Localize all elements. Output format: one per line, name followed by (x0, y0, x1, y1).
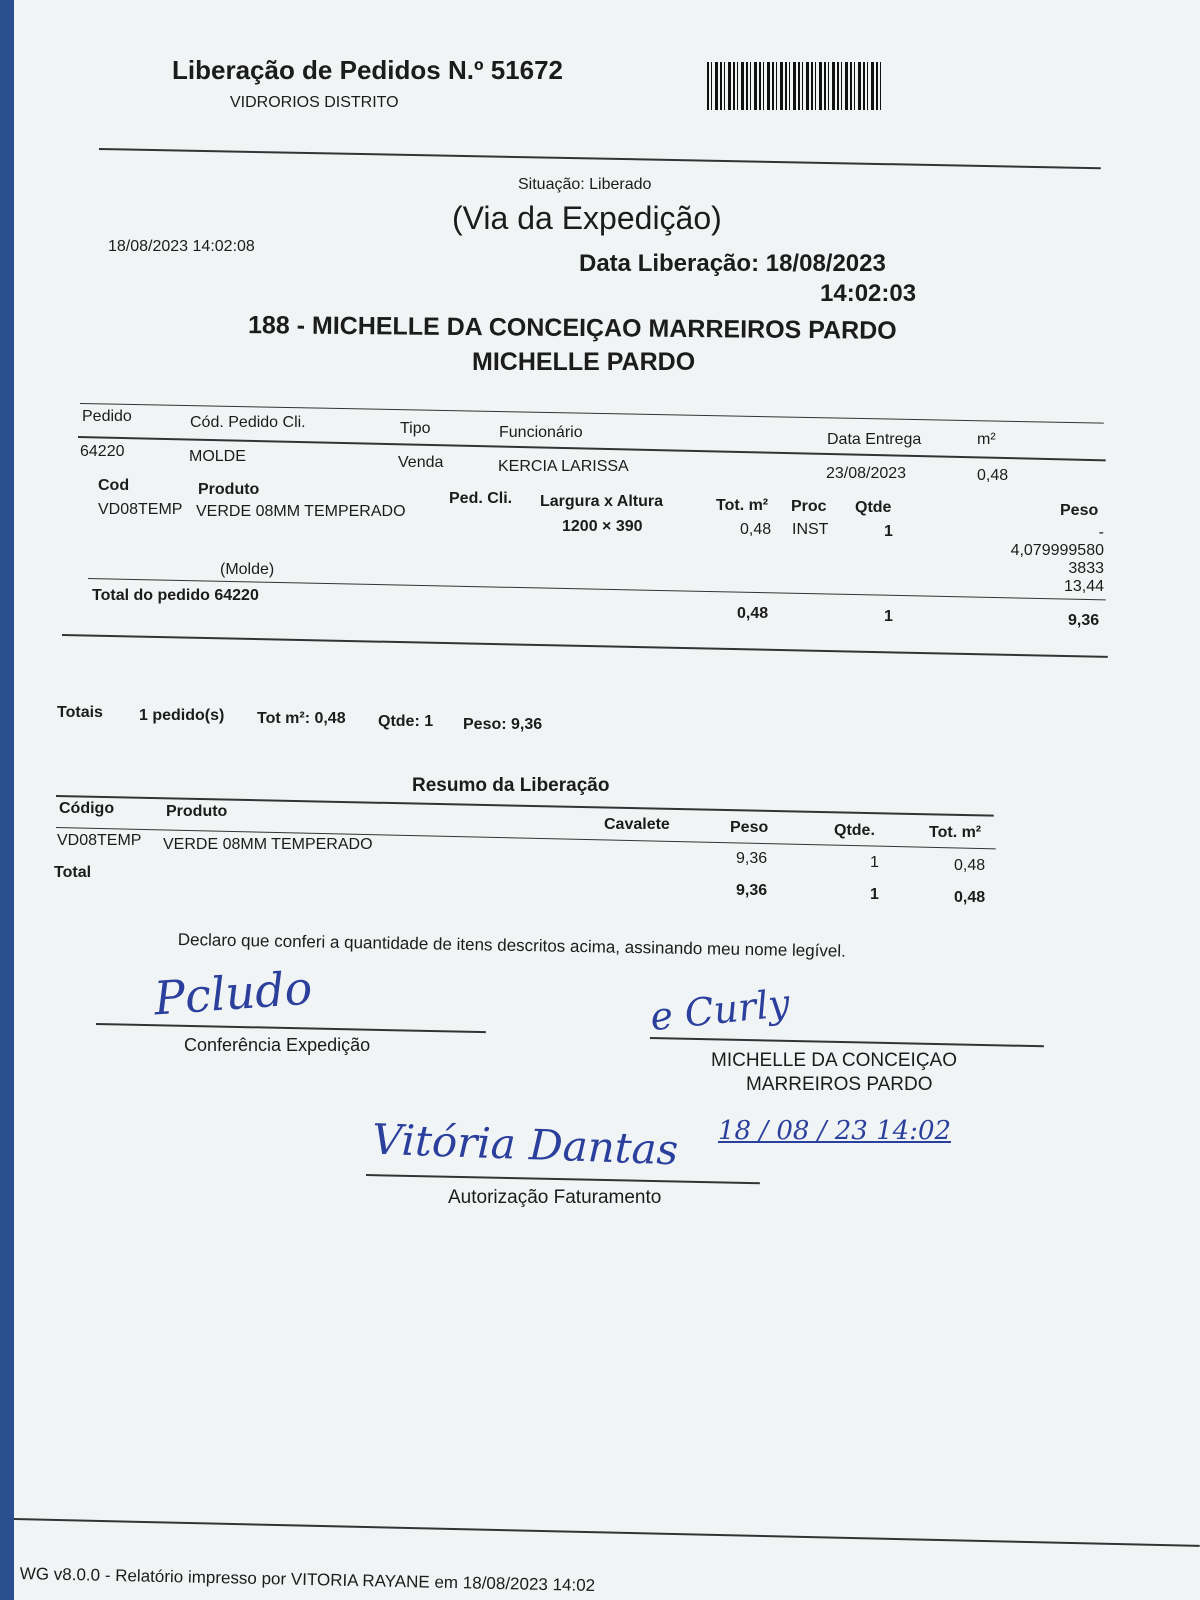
summary-col-codigo: Código (59, 800, 115, 817)
company-name: VIDRORIOS DISTRITO (230, 94, 399, 111)
totals-label: Totais (57, 704, 103, 721)
release-time: 14:02:03 (820, 280, 917, 307)
totals-orders: 1 pedido(s) (139, 707, 225, 724)
signature-conferencia: Pcludo (152, 960, 314, 1026)
order-m2: 0,48 (977, 467, 1009, 484)
document-title: Liberação de Pedidos N.º 51672 (172, 55, 563, 85)
signature-line (366, 1174, 760, 1184)
document-page (14, 0, 1200, 1600)
item-tot-m2: 0,48 (740, 521, 772, 538)
signature-line (96, 1023, 486, 1033)
summary-col-qtde: Qtde. (834, 822, 875, 839)
order-total-label: Total do pedido 64220 (92, 587, 259, 604)
order-total-qtde: 1 (884, 608, 893, 625)
handwritten-date: 18 / 08 / 23 14:02 (718, 1116, 952, 1146)
item-note: (Molde) (220, 561, 275, 578)
col-cod-cli: Cód. Pedido Cli. (190, 414, 306, 431)
divider (14, 1518, 1200, 1547)
item-weight: - 4,079999580 3833 13,44 (1010, 524, 1104, 595)
order-total-m2: 0,48 (737, 605, 769, 622)
summary-total-weight: 9,36 (736, 882, 768, 899)
summary-total-qtde: 1 (870, 886, 879, 903)
print-datetime: 18/08/2023 14:02:08 (108, 238, 255, 255)
col-funcionario: Funcionário (499, 424, 583, 441)
release-date: Data Liberação: 18/08/2023 (579, 250, 886, 277)
order-total-weight: 9,36 (1068, 612, 1100, 629)
item-dimensions: 1200 × 390 (562, 518, 643, 535)
order-type: Venda (398, 454, 444, 471)
client-short-name: MICHELLE PARDO (472, 348, 696, 376)
conferencia-label: Conferência Expedição (184, 1035, 371, 1055)
client-signature-label-1: MICHELLE DA CONCEIÇAO (711, 1050, 957, 1071)
summary-col-cavalete: Cavalete (604, 816, 670, 833)
item-code: VD08TEMP (98, 501, 183, 518)
totals-m2: Tot m²: 0,48 (257, 710, 346, 727)
col-peso: Peso (1060, 502, 1099, 519)
divider (99, 148, 1101, 169)
item-product: VERDE 08MM TEMPERADO (196, 503, 406, 520)
col-ped-cli: Ped. Cli. (449, 490, 513, 507)
summary-col-tot-m2: Tot. m² (929, 824, 982, 841)
summary-row-weight: 9,36 (736, 850, 768, 867)
col-data-entrega: Data Entrega (827, 431, 922, 448)
item-qtde: 1 (884, 523, 893, 540)
client-signature-label-2: MARREIROS PARDO (746, 1074, 933, 1095)
footer-text: WG v8.0.0 - Relatório impresso por VITORIA RAYANE em 18/08/2023 14:02 (19, 1564, 596, 1596)
summary-row-code: VD08TEMP (57, 832, 142, 849)
summary-col-produto: Produto (166, 803, 228, 820)
order-delivery-date: 23/08/2023 (826, 465, 907, 482)
col-produto: Produto (198, 481, 260, 498)
col-largura-altura: Largura x Altura (540, 493, 663, 510)
col-proc: Proc (791, 498, 827, 515)
col-qtde: Qtde (855, 499, 892, 516)
summary-col-peso: Peso (730, 819, 769, 836)
summary-row-qtde: 1 (870, 854, 879, 871)
order-number: 64220 (80, 443, 125, 460)
summary-total-label: Total (54, 864, 92, 881)
col-m2: m² (977, 431, 996, 448)
order-employee: KERCIA LARISSA (498, 458, 629, 475)
summary-row-tot-m2: 0,48 (954, 857, 986, 874)
autorizacao-label: Autorização Faturamento (448, 1187, 662, 1208)
col-pedido: Pedido (82, 408, 132, 425)
divider (62, 634, 1108, 658)
summary-title: Resumo da Liberação (412, 775, 610, 796)
signature-autorizacao: Vitória Dantas (371, 1114, 680, 1175)
declaration-text: Declaro que conferi a quantidade de itens descritos acima, assinando meu nome legível. (177, 930, 847, 961)
col-tipo: Tipo (400, 420, 431, 437)
copy-label: (Via da Expedição) (452, 200, 722, 236)
item-proc: INST (792, 521, 829, 538)
summary-row-product: VERDE 08MM TEMPERADO (163, 836, 373, 853)
client-code-name: 188 - MICHELLE DA CONCEIÇAO MARREIROS PARDO (247, 311, 897, 345)
totals-weight: Peso: 9,36 (463, 716, 543, 733)
signature-client: e Curly (648, 980, 792, 1040)
barcode-icon (707, 62, 883, 110)
signature-line (650, 1037, 1044, 1047)
col-tot-m2: Tot. m² (716, 497, 769, 514)
status-text: Situação: Liberado (518, 176, 652, 193)
order-client-code: MOLDE (189, 448, 246, 465)
summary-total-tot-m2: 0,48 (954, 889, 986, 906)
col-cod: Cod (98, 477, 130, 494)
totals-qtde: Qtde: 1 (378, 713, 434, 730)
